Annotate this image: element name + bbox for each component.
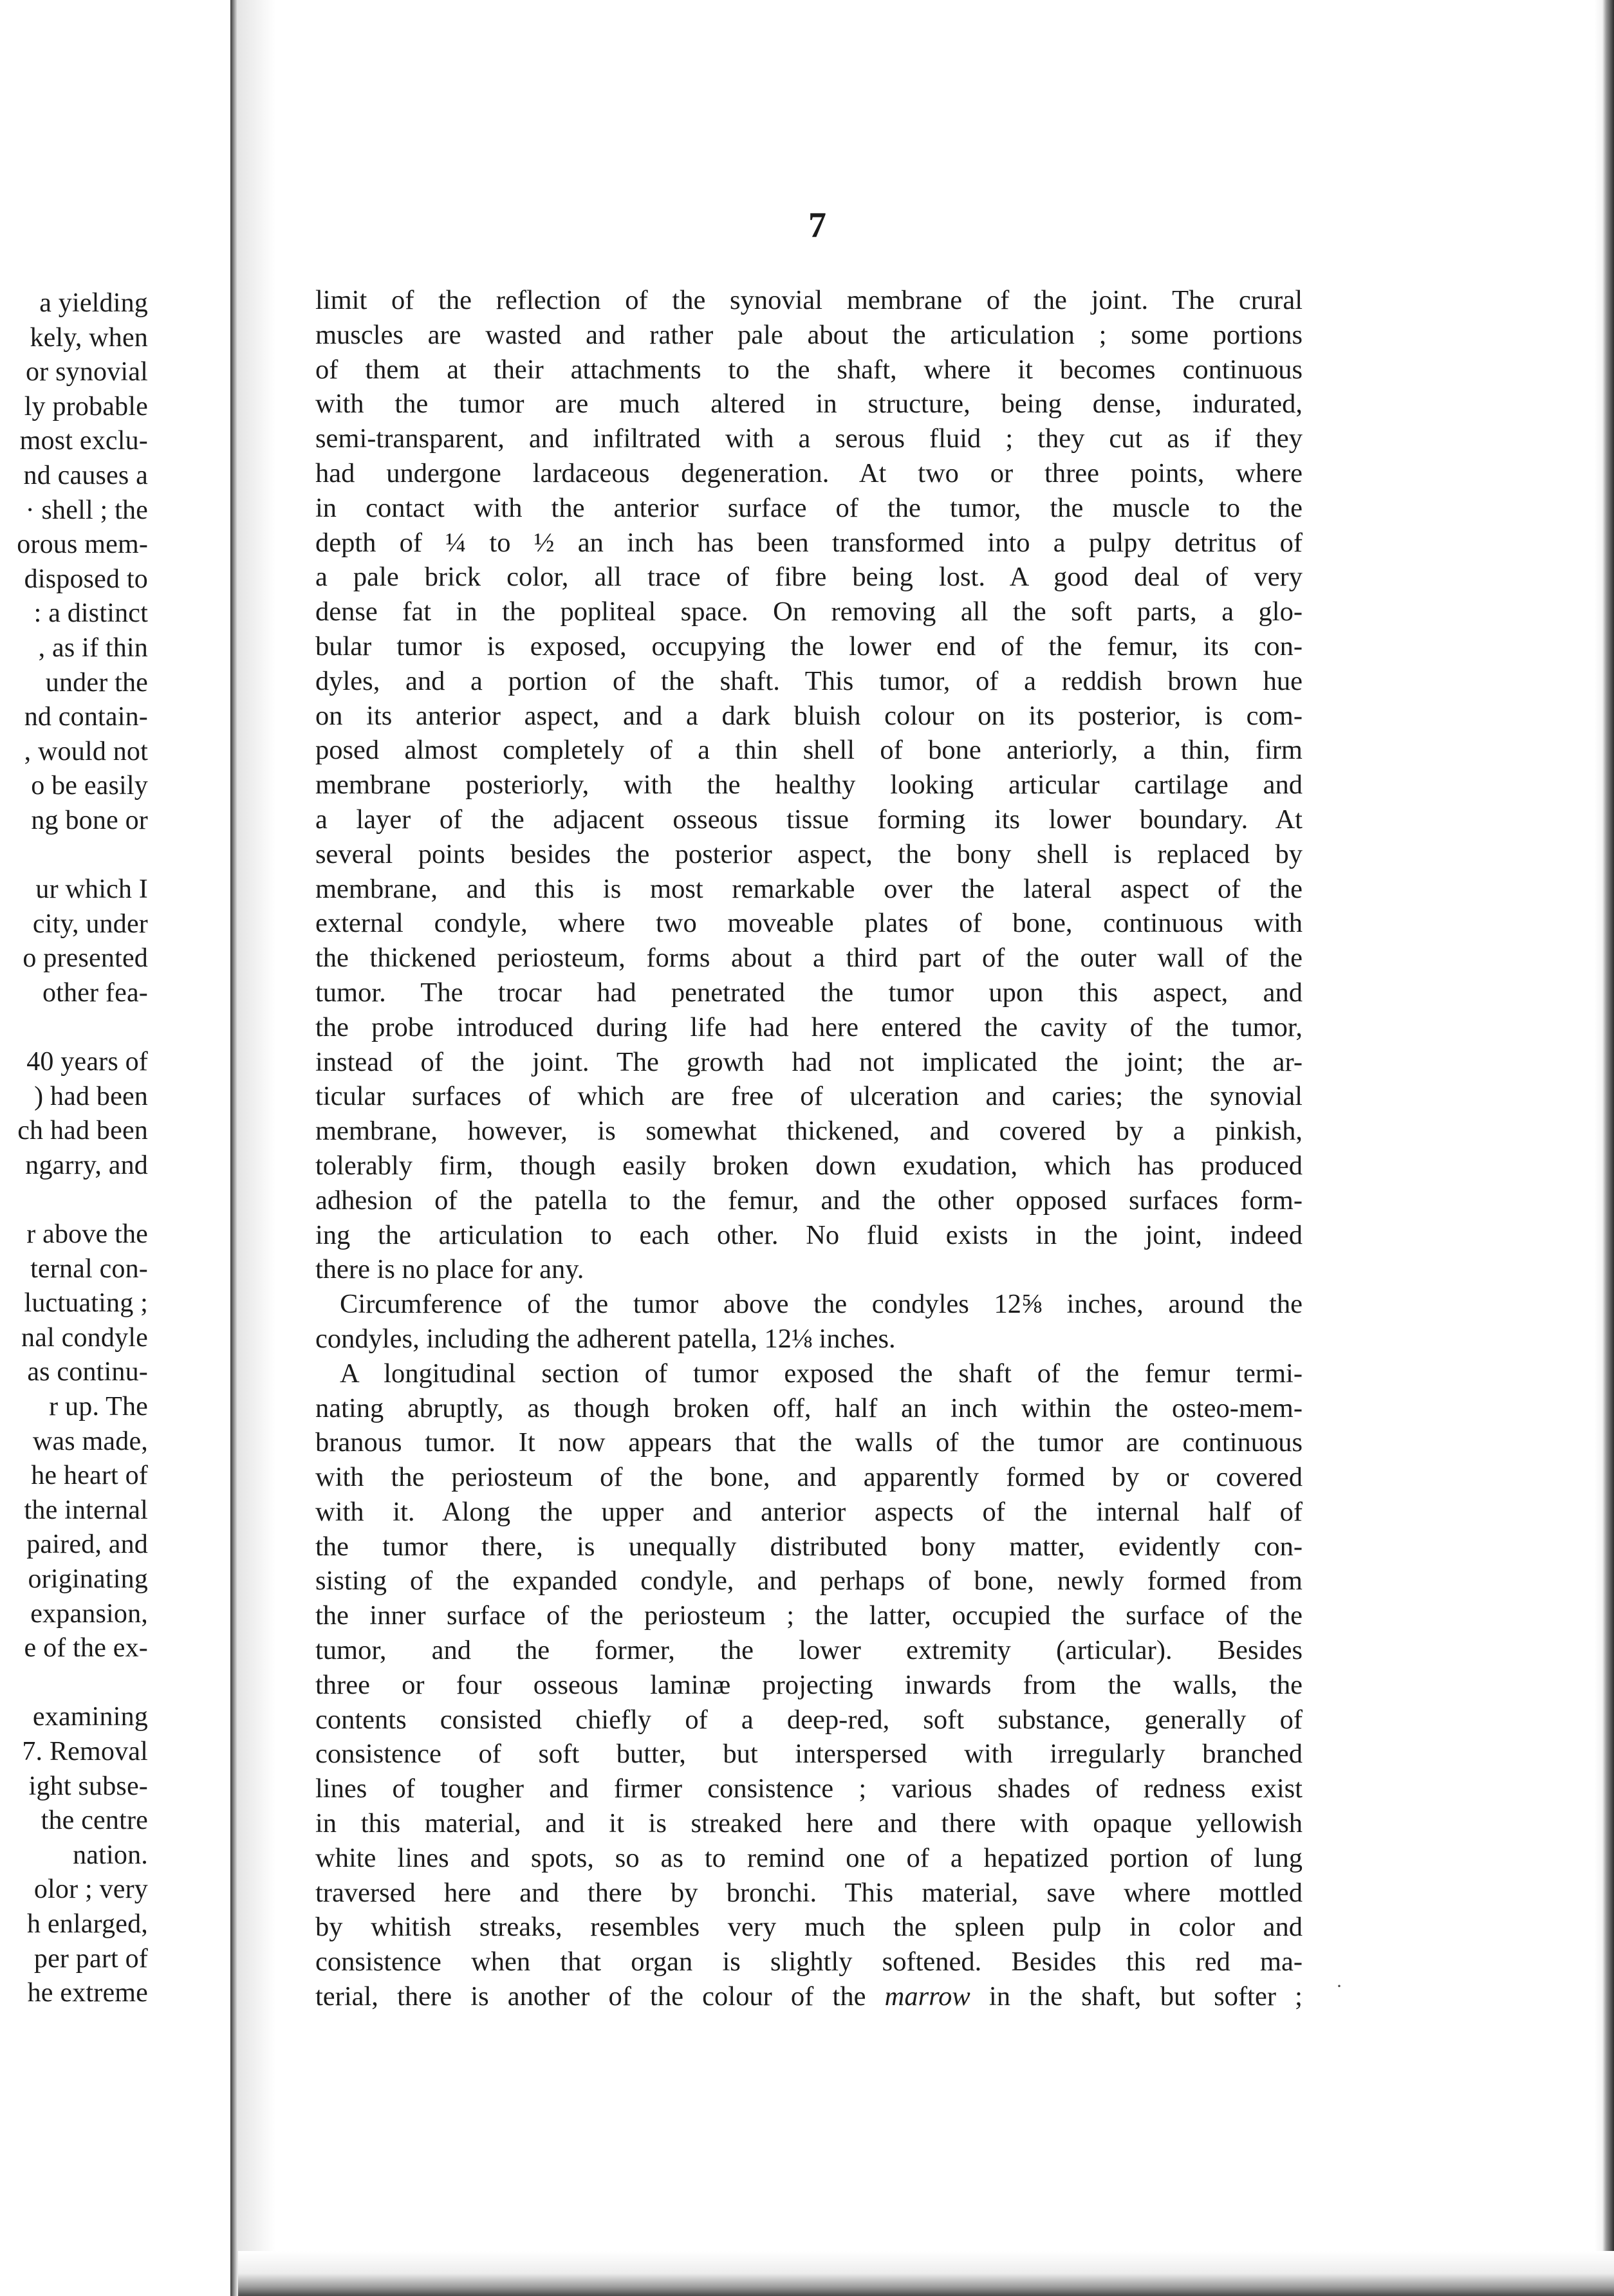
text-line: the thickened periosteum, forms about a third part of the outer wall of the [315,943,1303,974]
left-fragment-line [17,1666,148,1701]
text-line: semi-transparent, and infiltrated with a serous fluid ; they cut as if they [315,423,1303,454]
left-fragment-line: r above the [26,1219,148,1250]
text-line: lines of tougher and firmer consistence ; various shades of redness exist [315,1773,1303,1804]
text-line: tumor, and the former, the lower extremity (articular). Besides [315,1635,1303,1666]
text-line: condyles, including the adherent patella, 12⅛ inches. [315,1323,896,1354]
text-line: instead of the joint. The growth had not implicated the joint; the ar- [315,1046,1303,1077]
left-fragment-line: or synovial [25,357,148,387]
text-line: a layer of the adjacent osseous tissue forming its lower boundary. At [315,804,1303,835]
left-fragment-line: disposed to [24,564,148,594]
page-right-edge [1595,0,1614,2296]
text-line: muscles are wasted and rather pale about the articulation ; some portions [315,319,1303,350]
text-line: the inner surface of the periosteum ; the latter, occupied the surface of the [315,1600,1303,1631]
left-page-text-fragments [17,286,148,2011]
left-fragment-line: ch had been [17,1116,148,1146]
text-line: adhesion of the patella to the femur, and the other opposed surfaces form- [315,1185,1303,1216]
page-number: 7 [808,205,826,245]
left-fragment-line: 7. Removal [22,1736,148,1766]
left-fragment-line: was made, [32,1426,148,1456]
left-fragment-line: expansion, [30,1598,148,1629]
left-fragment-line: ternal con- [30,1254,148,1284]
left-fragment-line: 40 years of [26,1047,148,1077]
text-line: of them at their attachments to the shaft, where it becomes continuous [315,354,1303,385]
left-fragment-line: ) had been [34,1081,148,1111]
text-line: the tumor there, is unequally distributed bony matter, evidently con- [315,1531,1303,1562]
text-line: ticular surfaces of which are free of ulceration and caries; the synovial [315,1081,1303,1112]
text-line: membrane, and this is most remarkable over the lateral aspect of the [315,873,1303,904]
left-fragment-line: o be easily [31,771,148,801]
stray-mark: · [1336,1976,1342,1997]
left-fragment-line: · shell ; the [25,495,148,525]
text-line: three or four osseous laminæ projecting inwards from the walls, the [315,1669,1303,1700]
left-fragment-line: under the [45,667,148,698]
text-line: dense fat in the popliteal space. On removing all the soft parts, a glo- [315,597,1303,627]
text-line: with the periosteum of the bone, and apparently formed by or covered [315,1462,1303,1493]
left-fragment-line [17,1010,148,1045]
left-fragment-line: he heart of [31,1461,148,1491]
left-fragment-line: ur which I [35,875,148,905]
text-line: depth of ¼ to ½ an inch has been transformed into a pulpy detritus of [315,527,1303,558]
left-fragment-line: o presented [23,943,148,974]
left-fragment-line: nd causes a [23,460,148,490]
text-line: with it. Along the upper and anterior aspects of the internal half of [315,1496,1303,1527]
page-bottom-edge [238,2251,1614,2296]
text-line: A longitudinal section of tumor exposed the shaft of the femur termi- [340,1358,1303,1389]
left-fragment-line: the internal [24,1495,148,1525]
left-facing-page [0,0,238,2296]
left-fragment-line [17,838,148,873]
text-line: in contact with the anterior surface of the tumor, the muscle to the [315,492,1303,523]
left-fragment-line: per part of [33,1943,148,1974]
text-line: in this material, and it is streaked here and there with opaque yellowish [315,1808,1303,1839]
left-fragment-line: : a distinct [33,598,148,629]
page-gutter [230,0,237,2296]
text-line: consistence of soft butter, but interspersed with irregularly branched [315,1739,1303,1770]
left-fragment-line: r up. The [49,1392,148,1421]
text-line: dyles, and a portion of the shaft. This tumor, of a reddish brown hue [315,665,1303,696]
left-fragment-line: city, under [32,909,148,939]
text-line: Circumference of the tumor above the condyles 12⅝ inches, around the [340,1289,1303,1320]
left-fragment-line: the centre [41,1806,148,1836]
left-fragment-line: nd contain- [24,702,148,732]
text-line: sisting of the expanded condyle, and perhaps of bone, newly formed from [315,1566,1303,1597]
main-text-block [315,283,1303,2014]
left-fragment-line: nation. [73,1840,148,1870]
left-fragment-line: h enlarged, [26,1909,148,1939]
text-line: limit of the reflection of the synovial membrane of the joint. The crural [315,285,1303,315]
text-line: tolerably firm, though easily broken down exudation, which has produced [315,1150,1303,1181]
left-fragment-line: most exclu- [19,426,148,456]
left-fragment-line: ight subse- [28,1771,148,1801]
text-line: ing the articulation to each other. No fluid exists in the joint, indeed [315,1219,1303,1250]
left-fragment-line: luctuating ; [24,1288,148,1319]
left-fragment-line: a yielding [39,288,148,318]
left-fragment-line [17,1183,148,1217]
left-fragment-line: ly probable [24,391,148,421]
left-fragment-line: orous mem- [17,530,148,560]
text-line: by whitish streaks, resembles very much the spleen pulp in color and [315,1912,1303,1943]
left-fragment-line: paired, and [26,1530,148,1560]
text-line: traversed here and there by bronchi. This material, save where mottled [315,1877,1303,1908]
text-line: a pale brick color, all trace of fibre being lost. A good deal of very [315,562,1303,593]
text-line: external condyle, where two moveable plates of bone, continuous with [315,908,1303,939]
left-fragment-line: kely, when [30,322,148,353]
left-fragment-line: other fea- [42,977,148,1008]
left-fragment-line: e of the ex- [24,1633,148,1663]
text-line: consistence when that organ is slightly softened. Besides this red ma- [315,1947,1303,1977]
gutter-shadow [237,0,275,2296]
left-fragment-line: ngarry, and [25,1150,148,1180]
left-fragment-line: as continu- [27,1357,148,1387]
text-line: nating abruptly, as though broken off, half an inch within the osteo-mem- [315,1393,1303,1423]
text-line: membrane posteriorly, with the healthy looking articular cartilage and [315,770,1303,801]
left-fragment-line: ng bone or [31,805,148,835]
left-fragment-line: originating [28,1564,148,1594]
text-line: posed almost completely of a thin shell of bone anteriorly, a thin, firm [315,735,1303,766]
text-line: with the tumor are much altered in structure, being dense, indurated, [315,389,1303,420]
left-fragment-line: nal condyle [21,1322,148,1353]
text-line: the probe introduced during life had here entered the cavity of the tumor, [315,1012,1303,1042]
text-line: branous tumor. It now appears that the walls of the tumor are continuous [315,1427,1303,1458]
left-fragment-line: , as if thin [38,633,148,663]
text-line: on its anterior aspect, and a dark bluish colour on its posterior, is com- [315,700,1303,731]
text-line: contents consisted chiefly of a deep-red, soft substance, generally of [315,1704,1303,1735]
text-line: there is no place for any. [315,1254,584,1285]
text-line: had undergone lardaceous degeneration. At two or three points, where [315,458,1303,488]
text-line: white lines and spots, so as to remind one of a hepatized portion of lung [315,1842,1303,1873]
left-fragment-line: he extreme [27,1978,148,2008]
left-fragment-line: , would not [24,736,148,766]
text-line: bular tumor is exposed, occupying the lower end of the femur, its con- [315,631,1303,662]
left-fragment-line: examining [32,1702,148,1732]
italic-word: marrow [884,1981,970,2012]
text-line: several points besides the posterior aspect, the bony shell is replaced by [315,838,1303,869]
left-fragment-line: olor ; very [33,1875,148,1905]
text-line: terial, there is another of the colour of the marrow in the shaft, but softer ; [315,1981,1303,2012]
text-line: membrane, however, is somewhat thickened, and covered by a pinkish, [315,1116,1303,1147]
text-line: tumor. The trocar had penetrated the tumor upon this aspect, and [315,977,1303,1008]
